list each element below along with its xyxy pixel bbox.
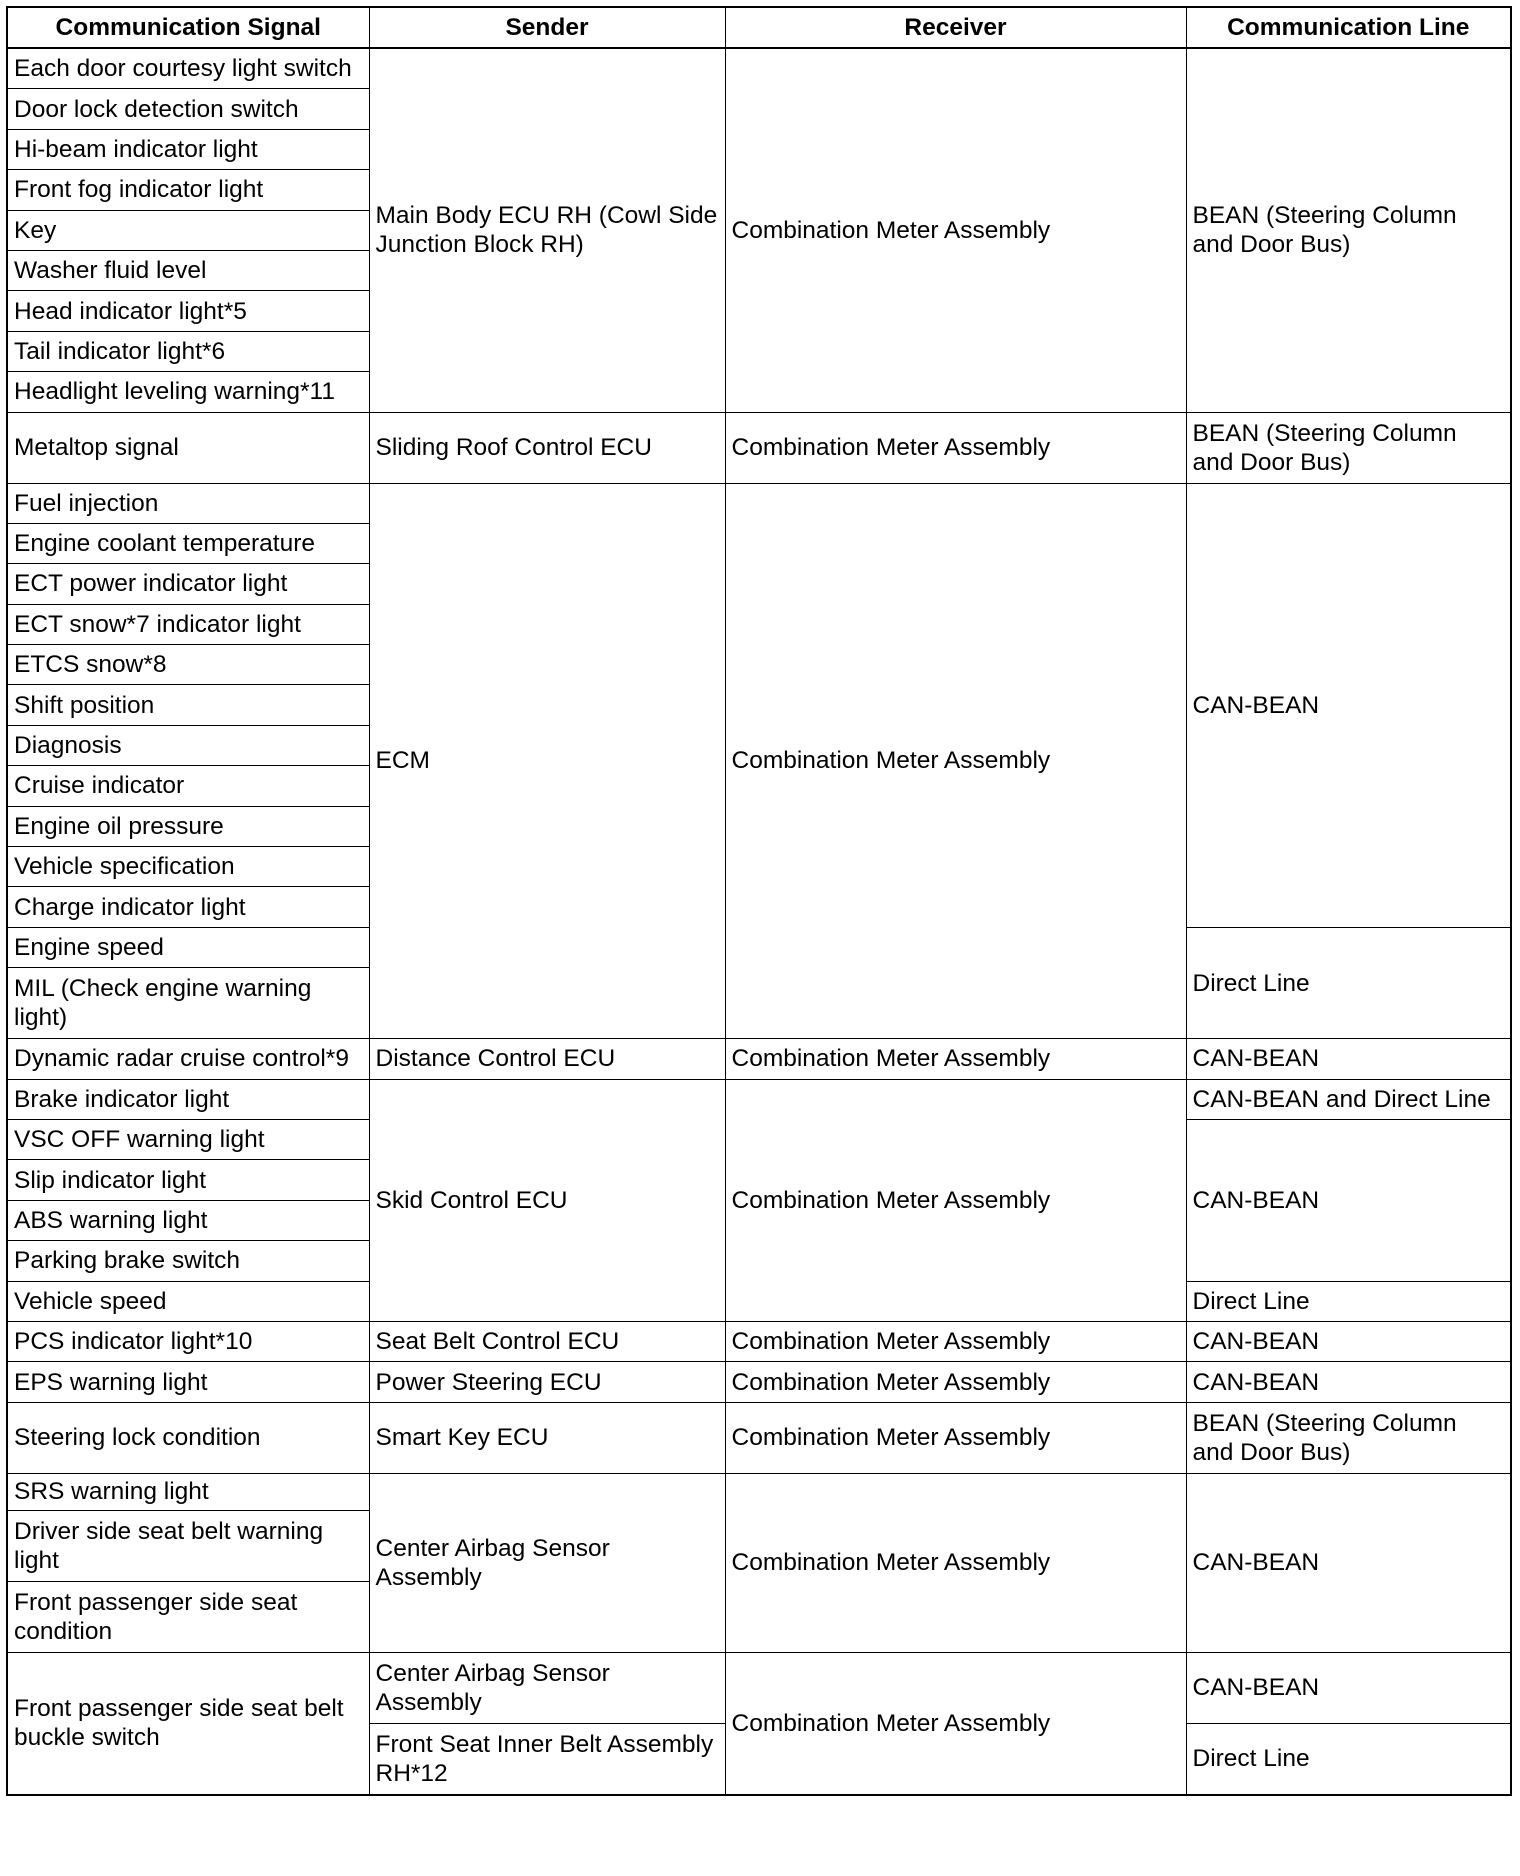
signal-cell: Engine oil pressure: [7, 806, 369, 846]
sender-cell: Center Airbag Sensor Assembly: [369, 1473, 725, 1652]
signal-cell: Diagnosis: [7, 725, 369, 765]
table-row: [7, 48, 1511, 89]
sender-cell: Sliding Roof Control ECU: [369, 412, 725, 483]
signal-cell: Slip indicator light: [7, 1160, 369, 1200]
receiver-cell: Combination Meter Assembly: [725, 1652, 1186, 1795]
table-row: [7, 1039, 1511, 1079]
signal-cell: VSC OFF warning light: [7, 1119, 369, 1159]
signal-cell: Parking brake switch: [7, 1241, 369, 1281]
header-row: [7, 7, 1511, 48]
signal-cell: Front fog indicator light: [7, 170, 369, 210]
header-receiver: Receiver: [725, 7, 1186, 48]
table-row: [7, 1079, 1511, 1119]
signal-cell: Vehicle speed: [7, 1281, 369, 1321]
signal-cell: Headlight leveling warning*11: [7, 372, 369, 412]
line-cell: Direct Line: [1186, 1723, 1511, 1795]
line-cell: Direct Line: [1186, 927, 1511, 1038]
signal-cell: ECT snow*7 indicator light: [7, 604, 369, 644]
signal-cell: ETCS snow*8: [7, 645, 369, 685]
receiver-cell: Combination Meter Assembly: [725, 1321, 1186, 1361]
signal-cell: PCS indicator light*10: [7, 1321, 369, 1361]
signal-cell: Key: [7, 210, 369, 250]
sender-cell: Smart Key ECU: [369, 1402, 725, 1473]
line-cell: CAN-BEAN: [1186, 1362, 1511, 1402]
table-row: [7, 1652, 1511, 1723]
table-row: [7, 483, 1511, 523]
line-cell: CAN-BEAN and Direct Line: [1186, 1079, 1511, 1119]
signal-cell: Steering lock condition: [7, 1402, 369, 1473]
signal-cell: MIL (Check engine warning light): [7, 968, 369, 1039]
line-cell: BEAN (Steering Column and Door Bus): [1186, 412, 1511, 483]
signal-cell: Driver side seat belt warning light: [7, 1510, 369, 1581]
receiver-cell: Combination Meter Assembly: [725, 1039, 1186, 1079]
header-line: Communication Line: [1186, 7, 1511, 48]
signal-cell: Brake indicator light: [7, 1079, 369, 1119]
sender-cell: Main Body ECU RH (Cowl Side Junction Block RH): [369, 48, 725, 412]
signal-cell: Front passenger side seat condition: [7, 1581, 369, 1652]
signal-cell: Hi-beam indicator light: [7, 129, 369, 169]
line-cell: CAN-BEAN: [1186, 483, 1511, 927]
header-sender: Sender: [369, 7, 725, 48]
line-cell: BEAN (Steering Column and Door Bus): [1186, 48, 1511, 412]
sender-cell: Seat Belt Control ECU: [369, 1321, 725, 1361]
signal-cell: Engine speed: [7, 927, 369, 967]
table-row: [7, 412, 1511, 483]
receiver-cell: Combination Meter Assembly: [725, 1362, 1186, 1402]
sender-cell: ECM: [369, 483, 725, 1039]
line-cell: CAN-BEAN: [1186, 1473, 1511, 1652]
sender-cell: Center Airbag Sensor Assembly: [369, 1652, 725, 1723]
signal-cell: Engine coolant temperature: [7, 523, 369, 563]
sender-cell: Distance Control ECU: [369, 1039, 725, 1079]
header-signal: Communication Signal: [7, 7, 369, 48]
signal-cell: ECT power indicator light: [7, 564, 369, 604]
receiver-cell: Combination Meter Assembly: [725, 1079, 1186, 1321]
communication-table: [6, 6, 1512, 1796]
receiver-cell: Combination Meter Assembly: [725, 412, 1186, 483]
signal-cell: Metaltop signal: [7, 412, 369, 483]
signal-cell: Head indicator light*5: [7, 291, 369, 331]
receiver-cell: Combination Meter Assembly: [725, 48, 1186, 412]
line-cell: CAN-BEAN: [1186, 1119, 1511, 1281]
signal-cell: Vehicle specification: [7, 847, 369, 887]
signal-cell: Dynamic radar cruise control*9: [7, 1039, 369, 1079]
sender-cell: Power Steering ECU: [369, 1362, 725, 1402]
receiver-cell: Combination Meter Assembly: [725, 1402, 1186, 1473]
table-row: [7, 1321, 1511, 1361]
signal-cell: Fuel injection: [7, 483, 369, 523]
signal-cell: EPS warning light: [7, 1362, 369, 1402]
signal-cell: Cruise indicator: [7, 766, 369, 806]
line-cell: Direct Line: [1186, 1281, 1511, 1321]
line-cell: CAN-BEAN: [1186, 1039, 1511, 1079]
signal-cell: Door lock detection switch: [7, 89, 369, 129]
signal-cell: Tail indicator light*6: [7, 331, 369, 371]
sender-cell: Front Seat Inner Belt Assembly RH*12: [369, 1723, 725, 1795]
receiver-cell: Combination Meter Assembly: [725, 1473, 1186, 1652]
line-cell: BEAN (Steering Column and Door Bus): [1186, 1402, 1511, 1473]
line-cell: CAN-BEAN: [1186, 1652, 1511, 1723]
signal-cell: Front passenger side seat belt buckle switch: [7, 1652, 369, 1795]
signal-cell: Washer fluid level: [7, 250, 369, 290]
receiver-cell: Combination Meter Assembly: [725, 483, 1186, 1039]
signal-cell: Charge indicator light: [7, 887, 369, 927]
line-cell: CAN-BEAN: [1186, 1321, 1511, 1361]
signal-cell: ABS warning light: [7, 1200, 369, 1240]
signal-cell: Shift position: [7, 685, 369, 725]
table-row: [7, 1473, 1511, 1510]
sender-cell: Skid Control ECU: [369, 1079, 725, 1321]
table-row: [7, 1362, 1511, 1402]
table-row: [7, 1402, 1511, 1473]
signal-cell: Each door courtesy light switch: [7, 48, 369, 89]
signal-cell: SRS warning light: [7, 1473, 369, 1510]
